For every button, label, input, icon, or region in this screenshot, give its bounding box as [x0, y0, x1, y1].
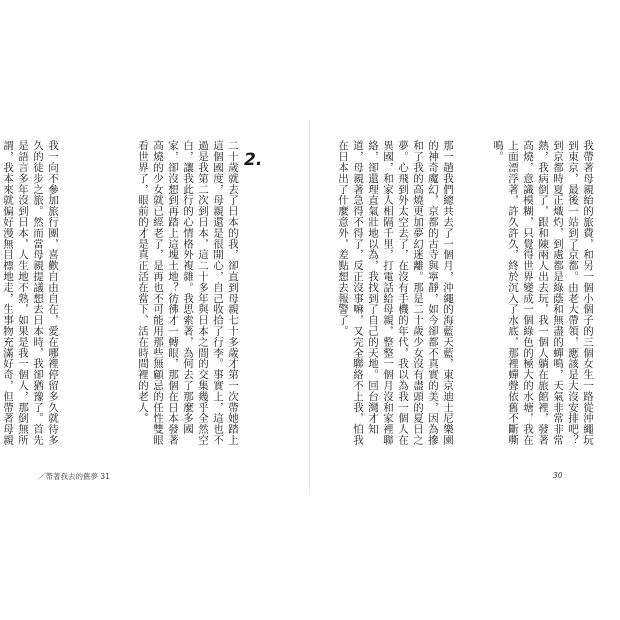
right-paragraph-2: 那一趟我們總共去了一個月，沖繩的海藍天藍，東京迪士尼樂園的神奇魔幻，京都的古寺與寧靜，如今卻都不真實的美，因為摻和了我的高燒更加夢幻迷離。那是二十歲少女沒有盡頭的夏日之夢。心飛到外太空去了，在沒有手機的年代，我以為我一個人在異國，和家人相隔千里，打電話給母親，整整一個月沒和家裡聯絡，卻還理直氣壯地以為，我找到了自己的天地。回台灣才知道，母親著急得不得了，反正沒事嘛，又完全聯絡不上我，怕我在日本出了什麼意外，差點想去報警了。: [337, 140, 454, 446]
page-spine: [309, 120, 310, 495]
left-paragraph-1: 二十歲就去了日本的我，卻直到母親七十多歲才第一次帶她踏上這個國度，母親還是很開心，自己收拾了行李。事實上，這也不過是我第二次到日本，這二十多年與日本之間的交集幾乎全然空白，讓我此行的心情格外複雜。我思索著，為何去了那麼多國家，卻沒想到再踏上這塊土地？彷彿才一轉眼，那個在日本發著高燒的少女就已經老了，是再也不可能用那些無顧忌的任性雙眼看世界了，眼前的才是真正活在當下、活在時間裡的老人。: [137, 140, 239, 446]
right-page-number: 30: [553, 471, 563, 480]
right-paragraph-1: 我帶著母親紿的旅費，和另一個小個子的三個女生一路從沖繩玩到東京，最後一站到了京都。由老大帶領，應該是大沒安排吧？到京都時夏正熾灼，到處都是綠蔭和無盡的蟬鳴，天氣非常非常熱，我病倒了，跟和陳兩人出去玩，我一個人躺在旅館裡，發著高燒，意識模糊，只覺得世界變成一個綠色的極大的水塘，我在上面漂浮著，許久許久，終於沉入了水底，那裡蟬聲依舊不斷嘶鳴。: [492, 140, 594, 446]
left-paragraph-2: 我一向不參加旅行團，喜歡自由自在，愛在哪裡停留多久就待多久的徒步之旅。然而當母親提議想去日本時，我卻猶豫了。首先是語言多年沒到日本，人生地不熟，如果是我一個人，那倒無所謂，我本來就偏好漫無目標地走，生事物充滿好奇，但帶著母親: [2, 140, 59, 446]
chapter-number: 2.: [244, 150, 263, 170]
left-page-footer: ／帶著我去的舊夢 31: [38, 472, 110, 481]
